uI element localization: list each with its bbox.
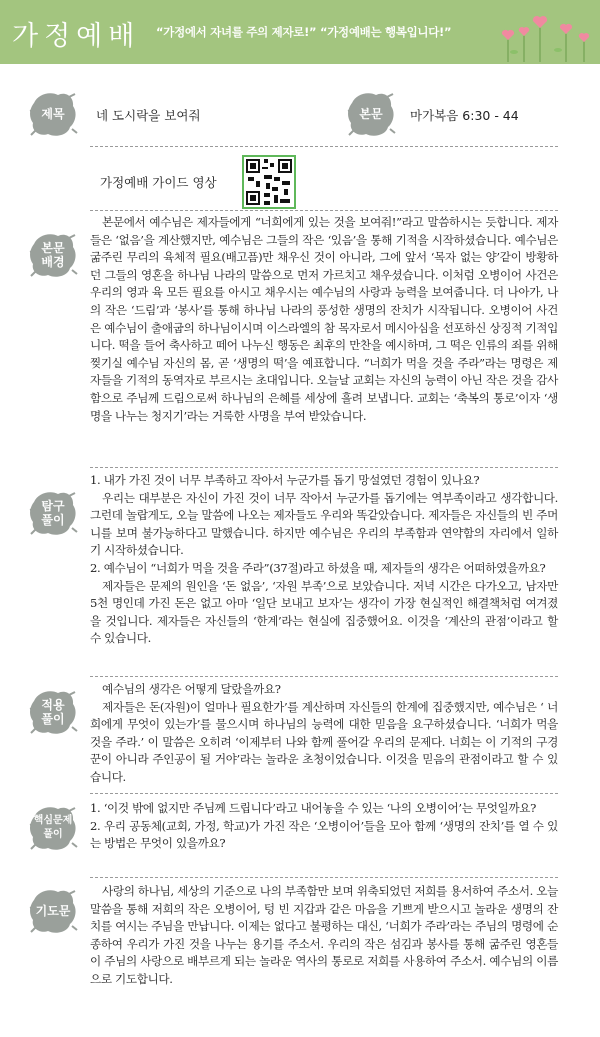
- core-text: [90, 800, 558, 853]
- title-label: 제목: [41, 107, 65, 121]
- core-label: 핵심문제 풀이: [33, 815, 73, 840]
- background-badge: [28, 230, 78, 280]
- sermon-title: 네 도시락을 보여줘: [96, 108, 201, 123]
- background-paragraph: 본문에서 예수님은 제자들에게 “너희에게 있는 것을 보여줘!”라고 말씀하시는 듯합니다. 제자들은 ‘없음’을 계산했지만, 예수님은 그들의 작은 ‘있음’을 통해 기적을 시작하셨습니다. 예수님은 굶주린 무리의 육체적 필요(배고픔)만 채우신 것이 아니라, 그에 앞서 ‘목자 없는 양’같이 방황하던 그들의 영혼을 하나님 나라의 말씀으로 먼저 가르치고 채우셨습니다. 이처럼 오병이어 사건은 우리의 영과 육 모든 필요를 아시고 채우시는 예수님의 사랑과 능력을 보여줍니다. 더 나아가, 나의 작은 ‘드림’과 ‘봉사’를 통해 하나님 나라의 풍성한 생명의 잔치가 시작됩니다. 오병이어 사건은 예수님이 출애굽의 하나님이시며 이스라엘의 참 목자로서 메시아심을 선포하신 상징적 기적입니다. 떡을 들어 축사하고 떼어 나누신 행동은 최후의 만찬을 예시하며, 그 떡은 인류의 죄를 위해 찢기실 예수님 자신의 몸, 곧 ‘생명의 떡’을 예표합니다. “너희가 먹을 것을 주라”라는 명령은 제자들을 기적의 동역자로 부르시는 초대입니다. 오늘날 교회는 자신의 능력이 아닌 작은 것을 감사함으로 주님께 드림으로써 하나님의 은혜를 세상에 흘려 보냅니다. 교회는 ‘축복의 통로’이자 ‘생명을 나누는 청지기’라는 거룩한 사명을 부여 받았습니다.: [90, 215, 558, 423]
- divider: [90, 877, 558, 878]
- title-badge: [28, 89, 78, 139]
- explore-question-1: 1. 내가 가진 것이 너무 부족하고 작아서 누군가를 돕기 망설였던 경험이 있나요?: [90, 473, 480, 487]
- background-text: [90, 214, 558, 425]
- background-label: 본문 배경: [41, 241, 65, 269]
- core-badge: [28, 803, 78, 853]
- divider: [90, 210, 558, 211]
- divider: [90, 793, 558, 794]
- apply-question: 예수님의 생각은 어떻게 달랐을까요?: [102, 682, 281, 696]
- explore-badge: [28, 488, 78, 538]
- explore-answer-1: 우리는 대부분은 자신이 가진 것이 너무 작아서 누군가를 돕기에는 역부족이라고 생각합니다. 그런데 놀랍게도, 오늘 말씀에 나오는 제자들도 우리와 똑같았습니다. 제자들은 자신들의 빈 주머니를 보며 불가능하다고 말했습니다. 하지만 예수님은 우리의 부족함과 연약함의 자리에서 일하기 시작하셨습니다.: [90, 490, 558, 558]
- page-title: 가정예배: [12, 21, 141, 52]
- prayer-text: [90, 883, 558, 989]
- divider: [90, 146, 558, 147]
- core-question-2: 2. 우리 공동체(교회, 가정, 학교)가 가진 작은 ‘오병이어’들을 모아 함께 ‘생명의 잔치’를 열 수 있는 방법은 무엇이 있을까요?: [90, 818, 558, 851]
- header-subtitle: “가정에서 자녀를 주의 제자로!” “가정예배는 행복입니다!”: [156, 25, 452, 39]
- passage-badge: [346, 89, 396, 139]
- hearts-decoration-icon: [488, 12, 598, 62]
- prayer-badge: [28, 886, 78, 936]
- core-question-1: 1. ‘이것 밖에 없지만 주님께 드립니다’라고 내어놓을 수 있는 ‘나의 오병이어’는 무엇일까요?: [90, 801, 536, 815]
- passage-reference: 마가복음 6:30 - 44: [410, 108, 519, 123]
- qr-code-icon[interactable]: [242, 155, 296, 209]
- explore-answer-2: 제자들은 문제의 원인을 ‘돈 없음’, ‘자원 부족’으로 보았습니다. 저녁 시간은 다가오고, 남자만 5천 명인데 가진 돈은 없고 아마 ‘일단 보내고 보자’는 생각이 가장 현실적인 해결책처럼 여겨졌을 것입니다. 제자들은 자신들의 ‘한계’라는 현실에 집중했어요. 이것을 ‘계산의 관점’이라고 할 수 있습니다.: [90, 578, 558, 646]
- divider: [90, 467, 558, 468]
- prayer-label: 기도문: [35, 904, 71, 918]
- apply-label: 적용 풀이: [41, 698, 65, 726]
- explore-label: 탐구 풀이: [41, 499, 65, 527]
- apply-text: [90, 681, 558, 787]
- header-banner: [0, 0, 600, 64]
- guide-video-label: 가정예배 가이드 영상: [100, 175, 217, 190]
- apply-badge: [28, 687, 78, 737]
- divider: [90, 676, 558, 677]
- prayer-paragraph: 사랑의 하나님, 세상의 기준으로 나의 부족함만 보며 위축되었던 저희를 용서하여 주소서. 오늘 말씀을 통해 저희의 작은 오병이어, 텅 빈 지갑과 같은 마음을 기쁘게 받으시고 놀라운 생명의 잔치를 여시는 주님을 만납니다. 이제는 없다고 불평하는 대신, ‘너희가 주라’라는 주님의 명령에 순종하여 우리가 가진 것을 나누는 용기를 주소서. 우리의 작은 섬김과 봉사를 통해 굶주린 영혼들이 주님의 사랑으로 배부르게 되는 놀라운 역사의 통로로 저희를 사용하여 주소서. 예수님의 이름으로 기도합니다.: [90, 884, 558, 986]
- explore-question-2: 2. 예수님이 “너희가 먹을 것을 주라”(37절)라고 하셨을 때, 제자들의 생각은 어떠하였을까요?: [90, 560, 546, 575]
- apply-answer: 제자들은 돈(자원)이 얼마나 필요한가’를 계산하며 자신들의 한계에 집중했지만, 예수님은 ‘ 너희에게 무엇이 있는가’를 물으시며 하나님의 능력에 대한 믿음을 요구하셨습니다. ‘너희가 먹을 것을 주라.’ 이 말씀은 오히려 ‘이제부터 나와 함께 풀어갈 우리의 문제다. 너희는 이 기적의 구경꾼이 아니라 주인공이 될 거야’라는 놀라운 초청이었습니다. 이것을 믿음의 관점이라고 할 수 있습니다.: [90, 699, 558, 784]
- passage-label: 본문: [359, 107, 383, 121]
- explore-text: [90, 472, 558, 648]
